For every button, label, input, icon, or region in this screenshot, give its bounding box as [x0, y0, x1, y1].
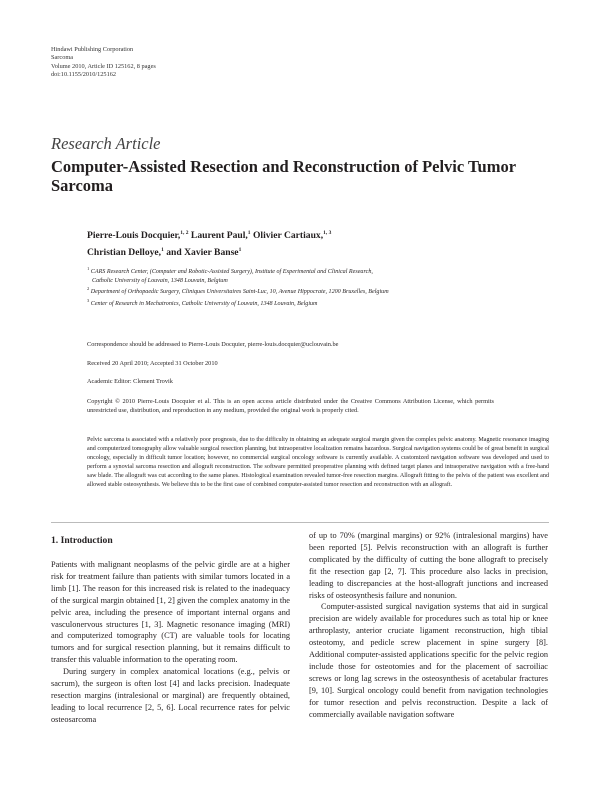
- article-type: Research Article: [51, 134, 161, 153]
- right-column: [309, 530, 548, 721]
- author-affil-sup: 1, 2: [180, 230, 189, 236]
- body-paragraph: Patients with malignant neoplasms of the pelvic girdle are at a higher risk for treatment failure than patients with similar tumors located in a limb [1]. The reason for this increased risk is related to the inadequacy of the surgical margin obtained [1, 2] given the complex anatomy in the pelvic area, including the presence of important internal organs and vasculonervous structures [1, 3]. Magnetic resonance imaging (MRI) and computerized tomography (CT) are valuable tools for locating tumors and for surgical resection planning, but it remains difficult to transfer this valuable information to the operating room.: [51, 560, 290, 665]
- journal-header: [51, 46, 156, 79]
- author: Olivier Cartiaux,: [252, 230, 324, 242]
- affiliation-number: 2: [87, 286, 90, 292]
- body-paragraph: of up to 70% (marginal margins) or 92% (intralesional margins) have been reported [5]. Pelvis reconstruction with an allograft is further complicated by the difficulty of cutting the bone allograft to precisely fit the resection gap [2, 7]. This procedure also lacks in precision, leading to discrepancies at the host-allograft junctions and increased risks of osteosynthesis failure and nonunion.: [309, 531, 548, 600]
- affiliation: [87, 277, 547, 286]
- volume-info: Volume 2010, Article ID 125162, 8 pages: [51, 62, 156, 70]
- affiliation: [87, 285, 547, 297]
- author-affil-sup: 1: [161, 247, 164, 254]
- dates: Received 20 April 2010; Accepted 31 October 2010: [87, 360, 218, 367]
- author: Christian Delloye,: [87, 247, 162, 259]
- author-affil-sup: 1: [247, 230, 251, 236]
- academic-editor: Academic Editor: Clement Trovik: [87, 378, 173, 385]
- abstract: Pelvic sarcoma is associated with a relatively poor prognosis, due to the difficulty in obtaining an adequate surgical margin given the complex pelvic anatomy. Magnetic resonance imaging and computerized tomography allow valuable surgical resection planning, but intraoperative localization remains hazardous. Surgical navigation systems could be of great benefit in surgical oncology, especially in difficult tumor location; however, no commercial surgical oncology software is currently available. A customized navigation software was developed and used to perform a synovial sarcoma resection and allograft reconstruction. The software permitted preoperative planning with defined target planes and intraoperative navigation with a free-hand saw blade. The allograft was cut according to the same planes. Histological examination revealed tumor-free resection margins. Allograft fitting to the pelvis of the patient was excellent and allowed stable osteosynthesis. We believe this to be the first case of combined computer-assisted tumor resection and reconstruction with an allograft.: [87, 437, 549, 488]
- author-list: [87, 226, 547, 260]
- author: Pierre-Louis Docquier,: [87, 230, 181, 242]
- affiliation-text: Center of Research in Mechatronics, Catholic University of Louvain, 1348 Louvain, Belgium: [90, 300, 318, 307]
- author-affil-sup: 1, 3: [323, 230, 332, 236]
- section-divider: [51, 522, 549, 523]
- author-affil-sup: 1: [238, 247, 242, 254]
- affiliation-text: CARS Research Center, (Computer and Robotic-Assisted Surgery), Institute of Experimental and Clinical Research,: [90, 269, 373, 276]
- affiliation-text: Catholic University of Louvain, 1348 Louvain, Belgium: [92, 277, 228, 284]
- paper-title: Computer-Assisted Resection and Reconstruction of Pelvic Tumor Sarcoma: [51, 157, 516, 195]
- body-paragraph: During surgery in complex anatomical locations (e.g., pelvis or sacrum), the surgeon is often lost [4] and lacks precision. Inadequate resection margins (intralesional or marginal) are frequently obtained, leading to local recurrence [2, 5, 6]. Local recurrence rates for pelvic osteosarcoma: [51, 667, 290, 724]
- left-column: [51, 535, 290, 726]
- correspondence: Correspondence should be addressed to Pierre-Louis Docquier, pierre-louis.docquier@uclouvain.be: [87, 341, 339, 348]
- affiliation-number: 1: [87, 266, 90, 271]
- author: and Xavier Banse: [166, 247, 239, 259]
- affiliation-text: Department of Orthopaedic Surgery, Cliniques Universitaires Saint-Luc, 10, Avenue Hippocrate, 1200 Bruxelles, Belgium: [90, 289, 389, 296]
- section-heading: 1. Introduction: [51, 535, 113, 546]
- affiliation: [87, 297, 547, 309]
- affiliations: [87, 265, 547, 308]
- author: Laurent Paul,: [190, 230, 248, 242]
- body-paragraph: Computer-assisted surgical navigation systems that aid in surgical precision are widely available for procedures such as total hip or knee arthroplasty, anterior cruciate ligament reconstruction, high tibial osteotomy, and pedicle screw placement in spine surgery [8]. Additional computer-assisted applications specific for the pelvic region include those for osteotomies and for the placement of sacroiliac screws or long lag screws in the osteosynthesis of acetabular fractures [9, 10]. Surgical oncology could benefit from navigation technologies for tumor resection and pelvis reconstruction. Despite a lack of commercially available navigation software: [309, 602, 548, 719]
- journal-name: Sarcoma: [51, 54, 74, 62]
- publisher: Hindawi Publishing Corporation: [51, 46, 134, 53]
- affiliation: [87, 265, 547, 277]
- affiliation-number: 3: [87, 297, 90, 303]
- doi: doi:10.1155/2010/125162: [51, 70, 117, 78]
- copyright: Copyright © 2010 Pierre-Louis Docquier et al. This is an open access article distributed under the Creative Commons Attribution License, which permits unrestricted use, distribution, and reproduction in any medium, provided the original work is properly cited.: [87, 398, 494, 414]
